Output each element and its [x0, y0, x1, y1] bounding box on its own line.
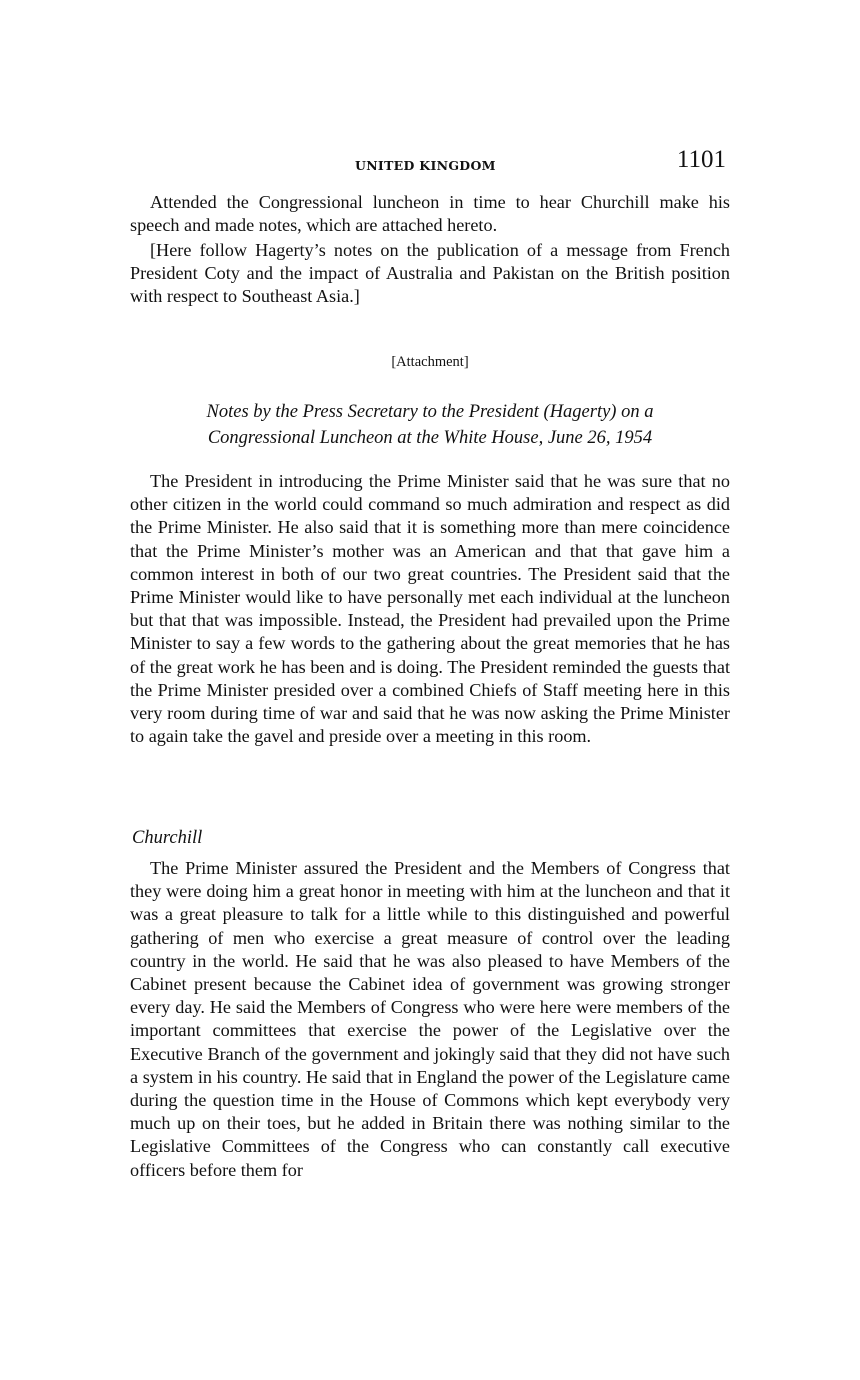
page-number: 1101: [676, 146, 726, 173]
paragraph-attended-luncheon: Attended the Congressional luncheon in time to hear Churchill make his speech and made notes, which are attached hereto.: [130, 192, 730, 236]
notes-title-line-1: Notes by the Press Secretary to the President (Hagerty) on a: [206, 402, 654, 422]
page-header: [130, 146, 730, 182]
paragraph-president-introduction: The President in introducing the Prime Minister said that he was sure that no other citizen in the world could command so much admiration and respect as did the Prime Minister. He also said that it is something more than mere coincidence that the Prime Minister’s mother was an American and that that gave him a common interest in both of our two great countries. The President said that the Prime Minister would like to have personally met each individual at the luncheon but that that was impossible. Instead, the President had prevailed upon the Prime Minister to say a few words to the gathering about the great memories that he has of the great work he has been and is doing. The President reminded the guests that the Prime Minister presided over a combined Chiefs of Staff meeting here in this very room during time of war and said that he was now asking the Prime Minister to again take the gavel and preside over a meeting in this room.: [130, 471, 730, 747]
section-heading-churchill: Churchill: [132, 828, 203, 848]
paragraph-churchill-remarks: The Prime Minister assured the President and the Members of Congress that they were doing him a great honor in meeting with him at the luncheon and that it was a great pleasure to talk for a little while to this distinguished and powerful gathering of men who exercise a great measure of control over the leading country in the world. He said that he was also pleased to have Members of the Cabinet present because the Cabinet idea of government was growing stronger every day. He said the Members of Congress who were here were members of the important committees that exercise the power of the Legislative over the Executive Branch of the government and jokingly said that they did not have such a system in his country. He said that in England the power of the Legislature came during the question time in the House of Commons which kept everybody very much up on their toes, but he added in Britain there was nothing similar to the Legislative Committees of the Congress who can constantly call executive officers before them for: [130, 858, 730, 1180]
notes-title: [160, 399, 700, 451]
notes-title-line-2: Congressional Luncheon at the White House, June 26, 1954: [207, 428, 653, 448]
attachment-label: [Attachment]: [391, 354, 469, 370]
paragraph-editorial-note: [Here follow Hagerty’s notes on the publication of a message from French President Coty and the impact of Australia and Pakistan on the British position with respect to Southeast Asia.]: [130, 240, 730, 307]
running-head: UNITED KINGDOM: [355, 158, 496, 173]
